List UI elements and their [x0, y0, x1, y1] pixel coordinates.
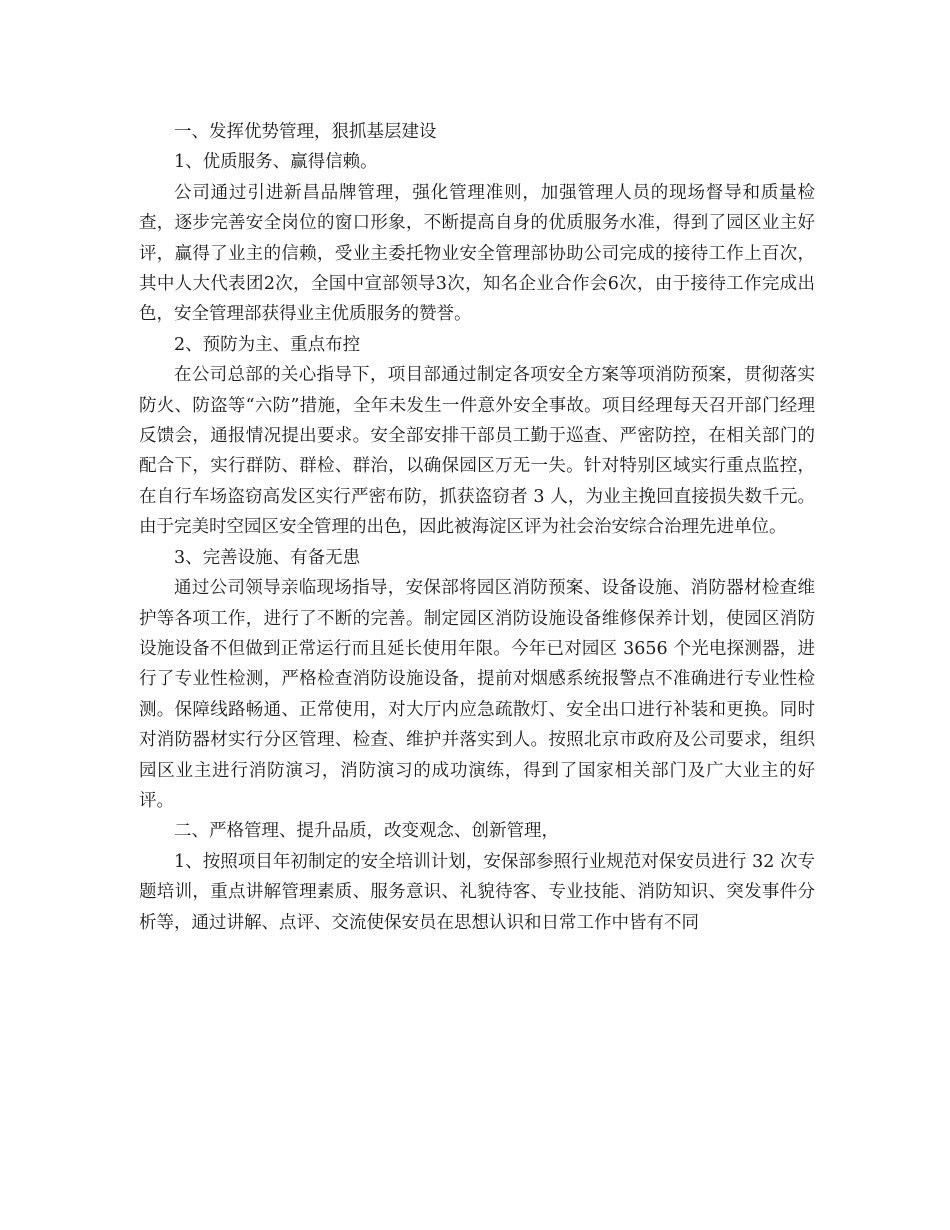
body-paragraph: 在公司总部的关心指导下，项目部通过制定各项安全方案等项消防预案，贯彻落实防火、防盗等“六防”措施，全年未发生一件意外安全事故。项目经理每天召开部门经理反馈会，通报情况提出要求。安全部安排干部员工勤于巡查、严密防控，在相关部门的配合下，实行群防、群检、群治，以确保园区万无一失。针对特别区域实行重点监控，在自行车场盗窃高发区实行严密布防，抓获盗窃者 3 人，为业主挽回直接损失数千元。由于完美时空园区安全管理的出色，因此被海淀区评为社会治安综合治理先进单位。	[139, 365, 815, 538]
body-paragraph: 1、按照项目年初制定的安全培训计划，安保部参照行业规范对保安员进行 32 次专题培训，重点讲解管理素质、服务意识、礼貌待客、专业技能、消防知识、突发事件分析等，通过讲解、点评、交流使保安员在思想认识和日常工作中皆有不同	[139, 851, 815, 933]
section-heading-2: 二、严格管理、提升品质，改变观念、创新管理，	[174, 821, 559, 842]
subheading-1-2: 2、预防为主、重点布控	[174, 334, 361, 355]
subheading-1-3: 3、完善设施、有备无患	[174, 547, 361, 568]
body-paragraph: 通过公司领导亲临现场指导，安保部将园区消防预案、设备设施、消防器材检查维护等各项工作，进行了不断的完善。制定园区消防设施设备维修保养计划，使园区消防设施设备不但做到正常运行而且延长使用年限。今年已对园区 3656 个光电探测器，进行了专业性检测，严格检查消防设施设备，提前对烟感系统报警点不准确进行专业性检测。保障线路畅通、正常使用，对大厅内应急疏散灯、安全出口进行补装和更换。同时对消防器材实行分区管理、检查、维护并落实到人。按照北京市政府及公司要求，组织园区业主进行消防演习，消防演习的成功演练，得到了国家相关部门及广大业主的好评。	[139, 578, 815, 811]
section-heading-1: 一、发挥优势管理，狠抓基层建设	[174, 122, 437, 142]
subheading-1-1: 1、优质服务、赢得信赖。	[174, 152, 378, 173]
document-body	[139, 117, 815, 938]
body-paragraph: 公司通过引进新昌品牌管理，强化管理准则，加强管理人员的现场督导和质量检查，逐步完善安全岗位的窗口形象，不断提高自身的优质服务水准，得到了园区业主好评，赢得了业主的信赖，受业主委托物业安全管理部协助公司完成的接待工作上百次，其中人大代表团2次，全国中宣部领导3次，知名企业合作会6次，由于接待工作完成出色，安全管理部获得业主优质服务的赞誉。	[139, 182, 815, 325]
